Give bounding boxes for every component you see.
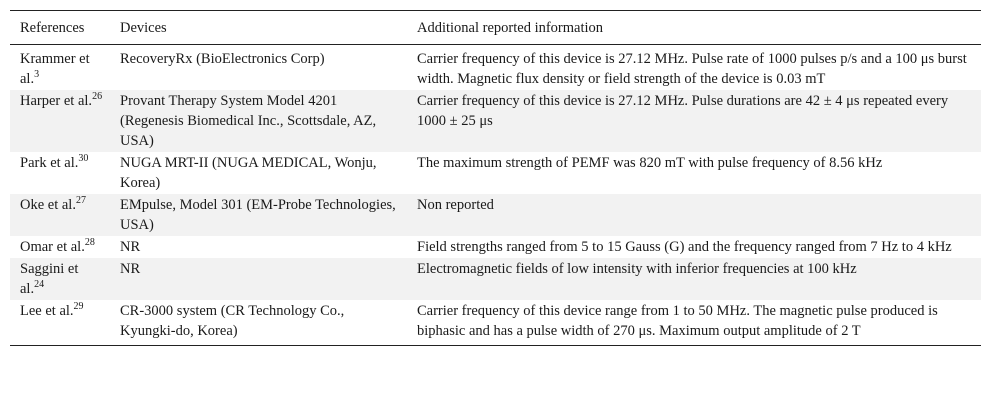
citation-number: 26	[92, 91, 103, 103]
table-row	[10, 258, 981, 300]
reference-cell	[10, 258, 110, 300]
citation-number: 24	[34, 279, 45, 291]
reference-text: Saggini et al.	[20, 261, 79, 297]
reference-cell	[10, 194, 110, 236]
table-row	[10, 45, 981, 91]
info-cell: Field strengths ranged from 5 to 15 Gauss (G) and the frequency ranged from 7 Hz to 4 kHz	[417, 239, 952, 255]
table-row	[10, 300, 981, 346]
info-cell: Carrier frequency of this device is 27.12 MHz. Pulse durations are 42 ± 4 μs repeated every 1000 ± 25 μs	[407, 90, 981, 152]
device-cell: RecoveryRx (BioElectronics Corp)	[120, 51, 325, 67]
citation-number: 29	[73, 301, 84, 313]
reference-text: Harper et al.	[20, 93, 93, 109]
info-cell: Carrier frequency of this device is 27.12 MHz. Pulse rate of 1000 pulses p/s and a 100 μs burst width. Magnetic flux density or field strength of the device is 0.03 mT	[417, 51, 967, 87]
table-row	[10, 152, 981, 194]
citation-number: 30	[78, 153, 89, 165]
info-cell: The maximum strength of PEMF was 820 mT with pulse frequency of 8.56 kHz	[417, 155, 883, 171]
table-container	[10, 10, 981, 346]
info-cell: Electromagnetic fields of low intensity with inferior frequencies at 100 kHz	[407, 258, 981, 300]
device-cell: EMpulse, Model 301 (EM-Probe Technologies, USA)	[110, 194, 407, 236]
header-devices: Devices	[110, 11, 407, 45]
table-row	[10, 194, 981, 236]
table-row	[10, 236, 981, 258]
device-cell: NR	[120, 239, 141, 255]
device-cell: NUGA MRT-II (NUGA MEDICAL, Wonju, Korea)	[120, 155, 377, 191]
citation-number: 3	[34, 69, 40, 81]
citation-number: 28	[84, 237, 95, 249]
table-row	[10, 90, 981, 152]
reference-text: Lee et al.	[20, 303, 74, 319]
citation-number: 27	[75, 195, 86, 207]
info-cell: Carrier frequency of this device range from 1 to 50 MHz. The magnetic pulse produced is biphasic and has a pulse width of 270 μs. Maximum output amplitude of 2 T	[407, 300, 981, 346]
reference-text: Oke et al.	[20, 197, 76, 213]
header-references: References	[10, 11, 110, 45]
header-additional-info: Additional reported information	[407, 11, 981, 45]
device-cell: Provant Therapy System Model 4201 (Regenesis Biomedical Inc., Scottsdale, AZ, USA)	[110, 90, 407, 152]
table-header	[10, 11, 981, 45]
devices-table	[10, 10, 981, 346]
reference-text: Omar et al.	[20, 239, 85, 255]
reference-cell	[10, 236, 110, 258]
reference-text: Krammer et al.	[20, 51, 90, 87]
device-cell: CR-3000 system (CR Technology Co., Kyungki-do, Korea)	[110, 300, 407, 346]
reference-cell	[10, 152, 110, 194]
table-body	[10, 45, 981, 346]
device-cell: NR	[110, 258, 407, 300]
reference-cell	[10, 90, 110, 152]
header-row	[10, 11, 981, 45]
info-cell: Non reported	[407, 194, 981, 236]
reference-cell	[10, 300, 110, 346]
reference-cell	[10, 45, 110, 91]
reference-text: Park et al.	[20, 155, 79, 171]
